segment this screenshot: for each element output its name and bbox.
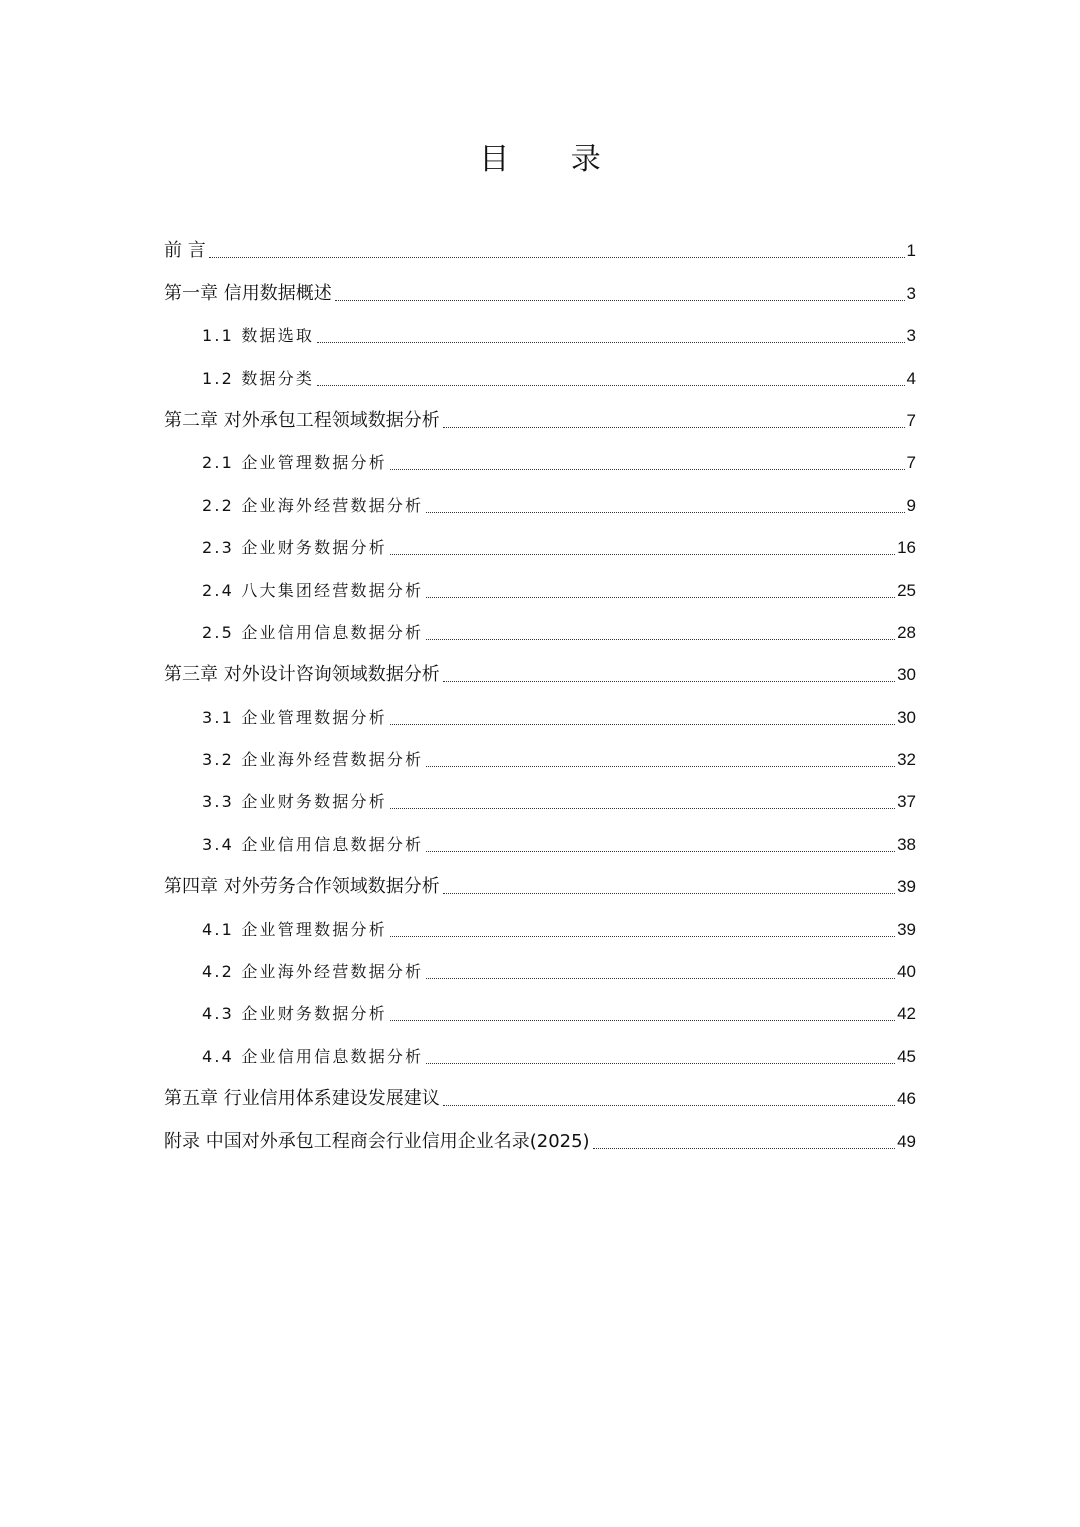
toc-page-number: 45: [897, 1046, 916, 1066]
toc-entry-label: 4.1 企业管理数据分析: [202, 919, 387, 939]
toc-dot-leader: [443, 1105, 895, 1106]
toc-page-number: 40: [897, 962, 916, 982]
toc-section-entry[interactable]: [164, 527, 916, 569]
toc-dot-leader: [426, 1063, 895, 1064]
toc-entry-label: 2.1 企业管理数据分析: [202, 453, 387, 473]
toc-section-entry[interactable]: [164, 993, 916, 1035]
toc-section-entry[interactable]: [164, 951, 916, 993]
toc-chapter-entry[interactable]: [164, 400, 916, 442]
toc-section-entry[interactable]: [164, 823, 916, 865]
toc-dot-leader: [426, 512, 904, 513]
toc-chapter-entry[interactable]: [164, 1078, 916, 1120]
toc-dot-leader: [593, 1148, 896, 1149]
toc-page-number: 38: [897, 834, 916, 854]
toc-section-entry[interactable]: [164, 315, 916, 357]
toc-section-entry[interactable]: [164, 1035, 916, 1077]
toc-dot-leader: [390, 724, 895, 725]
toc-section-entry[interactable]: [164, 612, 916, 654]
toc-dot-leader: [390, 469, 905, 470]
toc-entry-label: 前 言: [164, 240, 206, 262]
toc-entry-label: 第四章 对外劳务合作领域数据分析: [164, 876, 440, 898]
toc-entry-label: 1.1 数据选取: [202, 326, 315, 346]
toc-page-number: 37: [897, 792, 916, 812]
toc-page-number: 9: [906, 495, 916, 515]
toc-page-number: 30: [897, 665, 916, 685]
toc-dot-leader: [426, 597, 895, 598]
toc-page-number: 49: [897, 1131, 916, 1151]
toc-page-number: 32: [897, 750, 916, 770]
toc-entry-label: 3.1 企业管理数据分析: [202, 707, 387, 727]
table-of-contents: [164, 230, 916, 1163]
toc-entry-label: 第二章 对外承包工程领域数据分析: [164, 409, 440, 431]
toc-entry-label: 3.3 企业财务数据分析: [202, 792, 387, 812]
toc-page-number: 3: [906, 326, 916, 346]
toc-page-number: 30: [897, 707, 916, 727]
toc-page-number: 1: [906, 241, 916, 261]
toc-entry-label: 1.2 数据分类: [202, 368, 315, 388]
toc-page-number: 16: [897, 538, 916, 558]
toc-section-entry[interactable]: [164, 781, 916, 823]
toc-chapter-entry[interactable]: [164, 866, 916, 908]
toc-page-number: 28: [897, 622, 916, 642]
toc-page-number: 7: [906, 410, 916, 430]
toc-dot-leader: [426, 851, 895, 852]
toc-dot-leader: [390, 936, 895, 937]
toc-page-number: 3: [906, 283, 916, 303]
toc-page-number: 39: [897, 919, 916, 939]
toc-entry-label: 4.3 企业财务数据分析: [202, 1004, 387, 1024]
toc-chapter-entry[interactable]: [164, 272, 916, 314]
toc-entry-label: 第三章 对外设计咨询领域数据分析: [164, 664, 440, 686]
toc-page-number: 25: [897, 580, 916, 600]
toc-entry-label: 第五章 行业信用体系建设发展建议: [164, 1088, 440, 1110]
toc-page-number: 4: [906, 368, 916, 388]
toc-dot-leader: [390, 554, 895, 555]
toc-entry-label: 4.4 企业信用信息数据分析: [202, 1046, 424, 1066]
toc-entry-label: 4.2 企业海外经营数据分析: [202, 962, 424, 982]
toc-dot-leader: [317, 385, 904, 386]
toc-section-entry[interactable]: [164, 484, 916, 526]
toc-chapter-entry[interactable]: [164, 1120, 916, 1162]
toc-dot-leader: [426, 639, 895, 640]
toc-dot-leader: [443, 681, 895, 682]
toc-dot-leader: [209, 257, 905, 258]
toc-page-number: 39: [897, 877, 916, 897]
toc-page-number: 7: [906, 453, 916, 473]
toc-entry-label: 2.4 八大集团经营数据分析: [202, 580, 424, 600]
toc-page-number: 42: [897, 1004, 916, 1024]
toc-chapter-entry[interactable]: [164, 230, 916, 272]
toc-section-entry[interactable]: [164, 357, 916, 399]
toc-dot-leader: [390, 1020, 895, 1021]
toc-dot-leader: [443, 427, 905, 428]
toc-entry-label: 附录 中国对外承包工程商会行业信用企业名录(2025): [164, 1130, 590, 1152]
page-title: 目 录: [479, 142, 627, 177]
toc-section-entry[interactable]: [164, 442, 916, 484]
toc-dot-leader: [443, 893, 895, 894]
toc-dot-leader: [426, 978, 895, 979]
toc-section-entry[interactable]: [164, 696, 916, 738]
toc-entry-label: 3.4 企业信用信息数据分析: [202, 834, 424, 854]
toc-chapter-entry[interactable]: [164, 654, 916, 696]
toc-entry-label: 2.5 企业信用信息数据分析: [202, 622, 424, 642]
toc-entry-label: 2.2 企业海外经营数据分析: [202, 495, 424, 515]
toc-dot-leader: [390, 808, 895, 809]
toc-entry-label: 3.2 企业海外经营数据分析: [202, 750, 424, 770]
toc-dot-leader: [317, 342, 904, 343]
toc-section-entry[interactable]: [164, 569, 916, 611]
toc-section-entry[interactable]: [164, 908, 916, 950]
toc-dot-leader: [335, 300, 905, 301]
toc-section-entry[interactable]: [164, 739, 916, 781]
toc-page-number: 46: [897, 1089, 916, 1109]
toc-dot-leader: [426, 766, 895, 767]
toc-entry-label: 2.3 企业财务数据分析: [202, 538, 387, 558]
toc-entry-label: 第一章 信用数据概述: [164, 282, 332, 304]
